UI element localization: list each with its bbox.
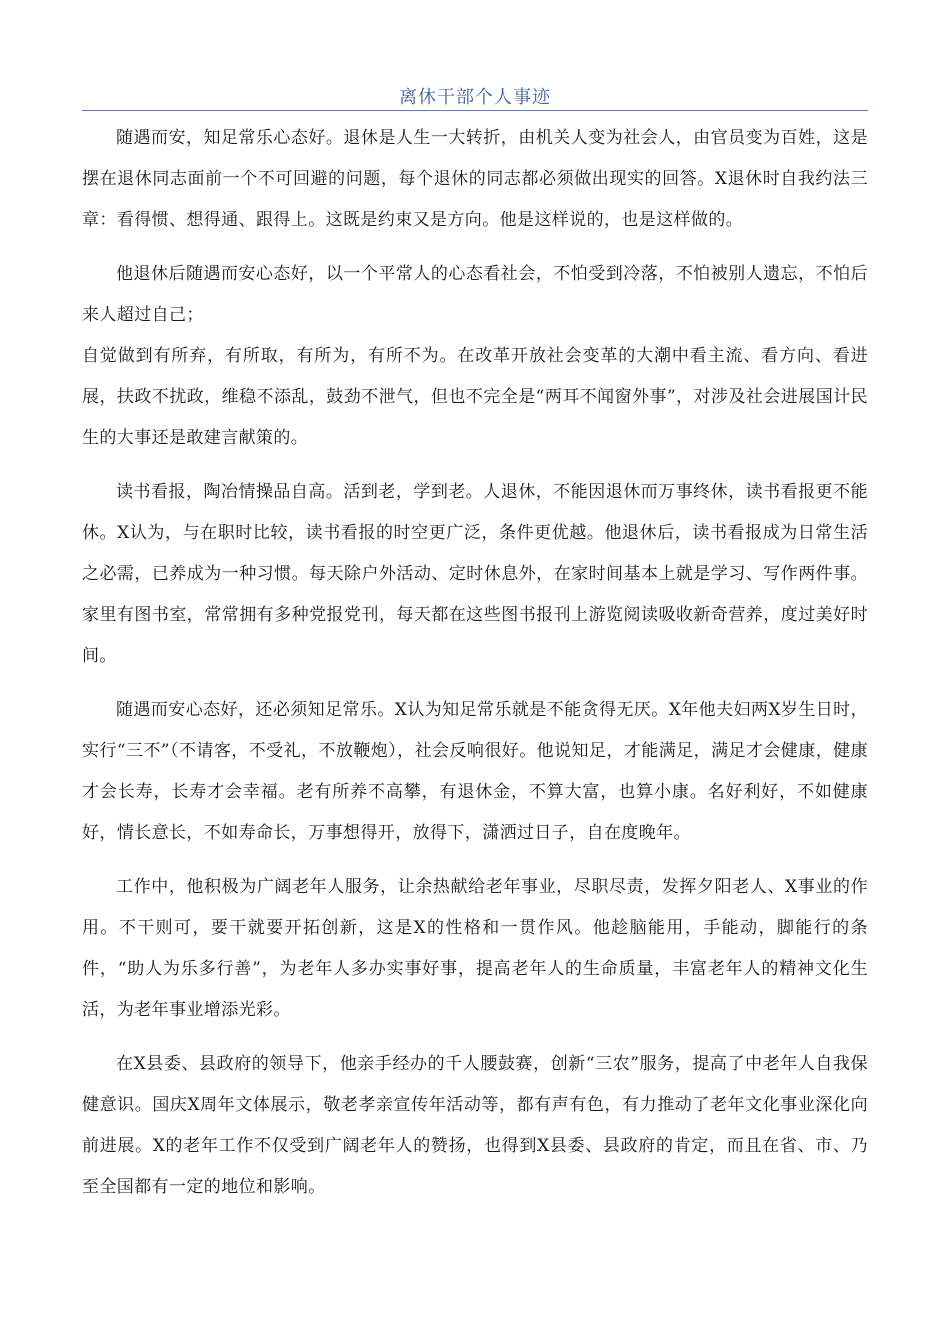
paragraph-3: 自觉做到有所弃，有所取，有所为，有所不为。在改革开放社会变革的大潮中看主流、看方向、看进展，扶政不扰政，维稳不添乱，鼓劲不泄气，但也不完全是“两耳不闻窗外事”，对涉及社会进展国计民生的大事还是敢建言献策的。: [82, 346, 868, 448]
paragraph-6: 工作中，他积极为广阔老年人服务，让余热献给老年事业，尽职尽责，发挥夕阳老人、X事业的作用。不干则可，要干就要开拓创新，这是X的性格和一贯作风。他趁脑能用，手能动，脚能行的条件，“助人为乐多行善”，为老年人多办实事好事，提高老年人的生命质量，丰富老年人的精神文化生活，为老年事业增添光彩。: [82, 877, 868, 1020]
paragraph-2: 他退休后随遇而安心态好，以一个平常人的心态看社会，不怕受到冷落，不怕被别人遗忘，不怕后来人超过自己；: [82, 264, 868, 325]
document-body: [82, 118, 868, 1208]
paragraph-5: 随遇而安心态好，还必须知足常乐。X认为知足常乐就是不能贪得无厌。X年他夫妇两X岁生日时，实行“三不”（不请客，不受礼，不放鞭炮），社会反响很好。他说知足，才能满足，满足才会健康，健康才会长寿，长寿才会幸福。老有所养不高攀，有退休金，不算大富，也算小康。名好利好，不如健康好，情长意长，不如寿命长，万事想得开，放得下，潇洒过日子，自在度晚年。: [82, 700, 868, 843]
page-header: [82, 80, 868, 111]
page-title: 离休干部个人事迹: [399, 87, 551, 108]
paragraph-1: 随遇而安，知足常乐心态好。退休是人生一大转折，由机关人变为社会人，由官员变为百姓，这是摆在退休同志面前一个不可回避的问题，每个退休的同志都必须做出现实的回答。X退休时自我约法三章：看得惯、想得通、跟得上。这既是约束又是方向。他是这样说的，也是这样做的。: [82, 128, 868, 230]
paragraph-7: 在X县委、县政府的领导下，他亲手经办的千人腰鼓赛，创新“三农”服务，提高了中老年人自我保健意识。国庆X周年文体展示，敬老孝亲宣传年活动等，都有声有色，有力推动了老年文化事业深化向前进展。X的老年工作不仅受到广阔老年人的赞扬，也得到X县委、县政府的肯定，而且在省、市、乃至全国都有一定的地位和影响。: [82, 1054, 868, 1197]
paragraph-4: 读书看报，陶冶情操品自高。活到老，学到老。人退休，不能因退休而万事终休，读书看报更不能休。X认为，与在职时比较，读书看报的时空更广泛，条件更优越。他退休后，读书看报成为日常生活之必需，已养成为一种习惯。每天除户外活动、定时休息外，在家时间基本上就是学习、写作两件事。家里有图书室，常常拥有多种党报党刊，每天都在这些图书报刊上游览阅读吸收新奇营养，度过美好时间。: [82, 482, 868, 666]
